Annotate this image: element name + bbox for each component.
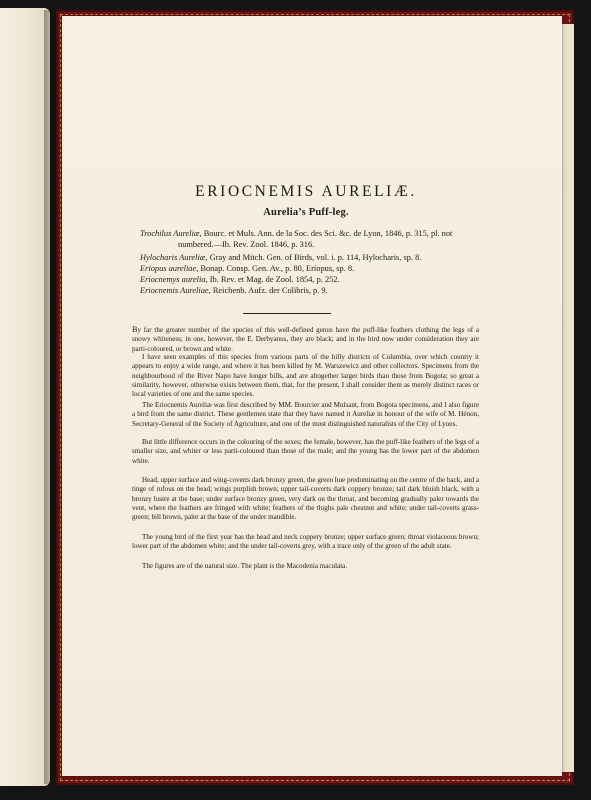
synonym-line	[140, 263, 480, 274]
synonym-ref: Ib. Rev. et Mag. de Zool. 1854, p. 252.	[207, 275, 340, 284]
figure-note: The figures are of the natural size. The plant is the Macodenia maculata.	[142, 562, 348, 570]
body-paragraph: By far the greater number of the species of this well-defined genus have the puff-like feathers clothing the legs of a snowy whiteness; in one, however, the E. Derbyanus, they are black; and in the bird now under consideration they are parti-coloured, or brown and white.	[132, 325, 479, 353]
description-paragraph: Head, upper surface and wing-coverts dark bronzy green, the green hue predominating on the centre of the back, and a tinge of rufous on the head; wings purplish brown; upper tail-coverts dark coppery bronze; tail dark bluish black, with a bronzy lustre at the base; under surface bronzy green, very dark on the throat, and becoming gradually paler towards the vent, where the feathers are fringed with white; feathers of the thighs pale chestnut and white; under tail-coverts grass-green; bill brown, paler at the base of the under mandible.	[132, 476, 479, 522]
synonym-name: Trochilus Aureliæ,	[140, 229, 202, 238]
synonym-line	[140, 285, 480, 296]
synonym-ref: Reichenb. Aufz. der Colibris, p. 9.	[210, 286, 328, 295]
synonym-line	[140, 274, 480, 285]
description-paragraph: The young bird of the first year has the head and neck coppery bronze; upper surface green; throat violaceous brown; lower part of the abdomen white; and the under tail-coverts grey, with a trace only of the green of the adult state.	[132, 533, 479, 551]
synonym-ref: Bonap. Consp. Gen. Av., p. 80, Eriopus, sp. 8.	[198, 264, 355, 273]
synonym-name: Eriopus aureliae,	[140, 264, 199, 273]
synonym-name: Hylocharis Aureliæ,	[140, 253, 208, 262]
gutter-shadow	[44, 10, 56, 784]
synonym-ref: Bourc. et Muls. Ann. de la Soc. des Sci. &c. de Lyon, 1846, p. 315, pl. not	[201, 229, 453, 238]
synonym-line	[140, 228, 480, 239]
body-paragraph: The Eriocnemis Aureliæ was first described by MM. Bourcier and Mulsant, from Bogota specimens, and I also figure a bird from the same district. These gentlemen state that they have named it Aureliæ in honour of the wife of M. Hénon, Secretary-General of the Society of Agriculture, and one of the most distinguished naturalists of the City of Lyons.	[132, 401, 479, 428]
common-name: Aurelia’s Puff-leg.	[263, 207, 349, 218]
synonym-ref: numbered.—Ib. Rev. Zool. 1846, p. 316.	[178, 240, 315, 249]
synonym-line	[140, 252, 480, 263]
synonym-name: Eriocnemis Aureliae,	[140, 286, 211, 295]
left-page-edge	[0, 8, 50, 786]
body-paragraph: I have seen examples of this species from various parts of the hilly districts of Columbia, over which country it appears to enjoy a wide range, and where it has been killed by M. Warszewicz and other collectors. Specimens from the neighbourhood of the River Napo have longer bills, and are altogether larger birds than those from Bogota; so great a similarity, however, otherwise exists between them, that, for the present, I shall consider them as merely distinct races or local varieties of one and the same species.	[132, 353, 479, 399]
page-title: ERIOCNEMIS AURELIÆ.	[195, 183, 417, 200]
synonym-name: Eriocnemys aurelia,	[140, 275, 208, 284]
page-stack-edge	[561, 24, 574, 772]
body-paragraph: But little difference occurs in the colouring of the sexes; the female, however, has the puff-like feathers of the legs of a smaller size, and whiter or less parti-coloured than those of the male; and the young has the lower part of the abdomen white.	[132, 438, 479, 465]
synonym-line	[178, 239, 478, 250]
synonym-ref: Gray and Mitch. Gen. of Birds, vol. i. p. 114, Hylocharis, sp. 8.	[207, 253, 422, 262]
divider-rule	[243, 313, 331, 314]
